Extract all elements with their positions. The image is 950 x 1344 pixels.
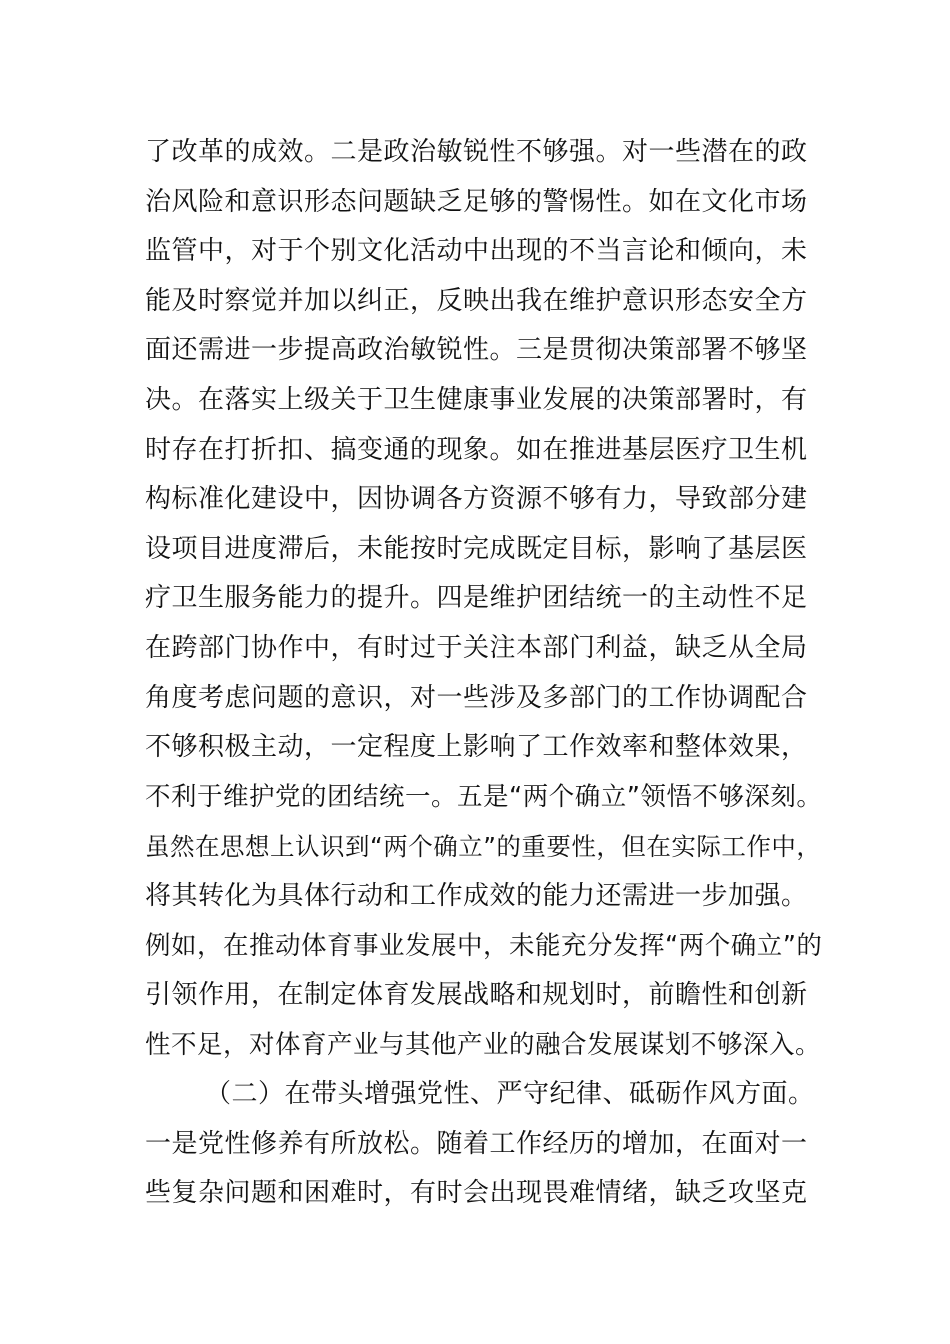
section-heading: （二）在带头增强党性、严守纪律、砥砺作风方面。 (205, 1079, 815, 1110)
text-line: 治风险和意识形态问题缺乏足够的警惕性。如在文化市场 (145, 186, 808, 217)
text-line: 例如，在推动体育事业发展中，未能充分发挥“两个确立”的 (145, 930, 823, 961)
text-line: 不利于维护党的团结统一。五是“两个确立”领悟不够深刻。 (145, 781, 823, 812)
text-line: 构标准化建设中，因协调各方资源不够有力，导致部分建 (145, 484, 808, 515)
text-line: 引领作用，在制定体育发展战略和规划时，前瞻性和创新 (145, 980, 808, 1011)
text-line: 面还需进一步提高政治敏锐性。三是贯彻决策部署不够坚 (145, 335, 808, 366)
text-line: 决。在落实上级关于卫生健康事业发展的决策部署时，有 (145, 384, 808, 415)
text-line: 一是党性修养有所放松。随着工作经历的增加，在面对一 (145, 1128, 808, 1159)
text-line: 些复杂问题和困难时，有时会出现畏难情绪，缺乏攻坚克 (145, 1178, 808, 1209)
body-text (145, 128, 825, 1219)
text-line: 不够积极主动，一定程度上影响了工作效率和整体效果， (145, 732, 808, 763)
text-line: 性不足，对体育产业与其他产业的融合发展谋划不够深入。 (145, 1029, 822, 1060)
text-line: 疗卫生服务能力的提升。四是维护团结统一的主动性不足 (145, 583, 808, 614)
text-line: 时存在打折扣、搞变通的现象。如在推进基层医疗卫生机 (145, 434, 808, 465)
text-line: 监管中，对于个别文化活动中出现的不当言论和倾向，未 (145, 236, 808, 267)
text-line: 角度考虑问题的意识，对一些涉及多部门的工作协调配合 (145, 682, 808, 713)
text-line: 能及时察觉并加以纠正，反映出我在维护意识形态安全方 (145, 285, 808, 316)
text-line: 了改革的成效。二是政治敏锐性不够强。对一些潜在的政 (145, 137, 808, 167)
text-line: 在跨部门协作中，有时过于关注本部门利益，缺乏从全局 (145, 632, 808, 663)
text-line: 设项目进度滞后，未能按时完成既定目标，影响了基层医 (145, 533, 808, 564)
text-line: 虽然在思想上认识到“两个确立”的重要性，但在实际工作中， (145, 832, 822, 862)
text-line: 将其转化为具体行动和工作成效的能力还需进一步加强。 (145, 880, 808, 911)
